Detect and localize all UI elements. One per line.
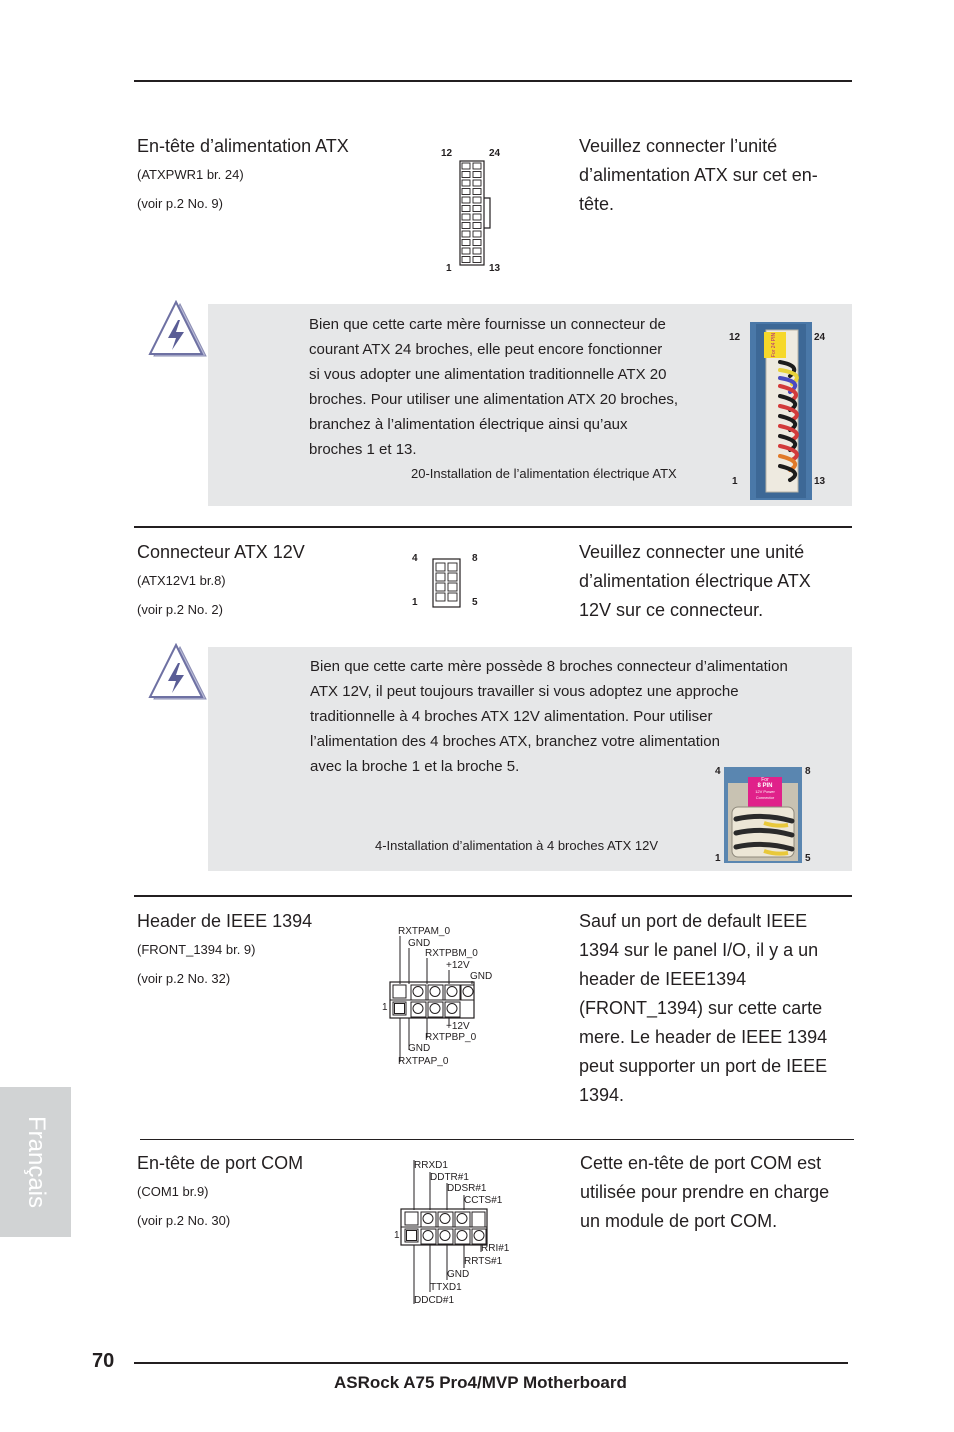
atx-connector-id: (ATXPWR1 br. 24)	[137, 167, 244, 182]
pin-label: 12	[441, 148, 453, 159]
com-connector-id: (COM1 br.9)	[137, 1184, 209, 1199]
atx12v-connector-icon	[432, 558, 462, 608]
atx12v-page-ref: (voir p.2 No. 2)	[137, 602, 223, 617]
pin-label: 4	[412, 553, 418, 564]
atx24-pin-diagram	[438, 146, 508, 276]
ieee1394-pinout-diagram	[380, 922, 510, 1072]
ieee1394-connector-id: (FRONT_1394 br. 9)	[137, 942, 256, 957]
pin-1-marker: 1	[394, 1230, 400, 1241]
pin-name: CCTS#1	[464, 1195, 503, 1206]
language-side-tab	[0, 1087, 71, 1237]
pin-name: GND	[447, 1269, 470, 1280]
pin-label: 1	[412, 597, 418, 608]
atx20-installation-photo	[750, 322, 812, 500]
pin-label: 24	[814, 332, 826, 343]
pin-label: 13	[489, 263, 501, 274]
atx12v-connector-id: (ATX12V1 br.8)	[137, 573, 226, 588]
note-caption: 20-Installation de l’alimentation électrique ATX	[411, 466, 677, 481]
pin-name: DDTR#1	[430, 1172, 469, 1183]
atx-description: Veuillez connecter l’unité d’alimentation ATX sur cet en- tête.	[579, 136, 818, 214]
pin-label: 5	[472, 597, 478, 608]
pin-label: 8	[472, 553, 478, 564]
pin-label: 4	[715, 766, 721, 777]
ieee1394-page-ref: (voir p.2 No. 32)	[137, 971, 231, 986]
note-text: Bien que cette carte mère fournisse un connecteur de courant ATX 24 broches, elle peut encore fonctionner si vous adopter une alimentation traditionnelle ATX 20 broches. Pour utiliser une alimentation ATX 20 broches, branchez à l’alimentation électrique ainsi qu’aux broches 1 et 13.	[309, 316, 679, 458]
com-page-ref: (voir p.2 No. 30)	[137, 1213, 231, 1228]
pin-label: 24	[489, 148, 501, 159]
page-number: 70	[92, 1350, 115, 1372]
pin-name: DDSR#1	[447, 1183, 487, 1194]
pin-name: DDCD#1	[414, 1295, 455, 1306]
atx-title: En-tête d’alimentation ATX	[137, 136, 349, 156]
pin-name: +12V	[446, 960, 470, 971]
atx24-connector-icon	[459, 160, 493, 266]
pin-name: RXTPAM_0	[398, 926, 451, 937]
pin-name: RRXD1	[414, 1160, 448, 1171]
pin-label: 5	[805, 853, 811, 864]
pin-name: GND	[408, 1043, 431, 1054]
pin-label: 12	[729, 332, 741, 343]
pin-label: 8	[805, 766, 811, 777]
note-caption: 4-Installation d’alimentation à 4 broches ATX 12V	[375, 838, 659, 853]
note-text: Bien que cette carte mère possède 8 broches connecteur d’alimentation ATX 12V, il peut toujours travailler si vous adoptez une approche traditionnelle à 4 broches ATX 12V alimentation. Pour utiliser l’alimentation des 4 broches ATX, branchez votre alimentation avec la broche 1 et la broche 5.	[310, 658, 788, 775]
pin-name: GND	[408, 938, 431, 949]
pin-name: GND	[470, 971, 493, 982]
section-rule	[134, 895, 852, 897]
atx-page-ref: (voir p.2 No. 9)	[137, 196, 223, 211]
note-box-atx12v	[208, 647, 852, 871]
pin-name: RXTPBM_0	[425, 948, 478, 959]
pin-name: RXTPAP_0	[398, 1056, 449, 1067]
note-box-atx20	[208, 304, 852, 506]
pin-label: 1	[715, 853, 721, 864]
atx20-photo-sticker-text: For 24 PIN	[771, 332, 777, 358]
pin-label: 1	[446, 263, 452, 274]
atx12v-pin-diagram	[408, 550, 488, 612]
pin-name: RRTS#1	[464, 1256, 503, 1267]
atx12v-photo-sticker: For 8 PIN 12V Power Connector	[755, 777, 775, 800]
pin-1-marker: 1	[382, 1002, 388, 1013]
pin-label: 1	[732, 476, 738, 487]
pin-name: TTXD1	[430, 1282, 462, 1293]
pin-label: 13	[814, 476, 826, 487]
footer-rule	[134, 1362, 848, 1364]
top-rule	[134, 80, 852, 82]
pin-name: RXTPBP_0	[425, 1032, 477, 1043]
ieee1394-description: Sauf un port de default IEEE 1394 sur le panel I/O, il y a un header de IEEE1394 (FRONT_1394) sur cette carte mere. Le header de IEEE 1394 peut supporter un port de IEEE 1394.	[579, 911, 828, 1105]
pin-name: +12V	[446, 1021, 470, 1032]
com-pinout-diagram	[392, 1156, 522, 1308]
atx12v-description: Veuillez connecter une unité d’alimentation électrique ATX 12V sur ce connecteur.	[579, 542, 811, 620]
com-description: Cette en-tête de port COM est utilisée pour prendre en charge un module de port COM.	[580, 1153, 830, 1231]
com-title: En-tête de port COM	[137, 1153, 304, 1173]
language-label: Français	[22, 1115, 50, 1209]
section-rule	[140, 1139, 854, 1140]
pin-name: RRI#1	[481, 1243, 510, 1254]
warning-icon	[146, 643, 210, 705]
atx12v-title: Connecteur ATX 12V	[137, 542, 305, 562]
warning-icon	[146, 300, 210, 362]
footer-title: ASRock A75 Pro4/MVP Motherboard	[334, 1373, 627, 1392]
ieee1394-title: Header de IEEE 1394	[137, 911, 313, 931]
section-rule	[134, 526, 852, 528]
